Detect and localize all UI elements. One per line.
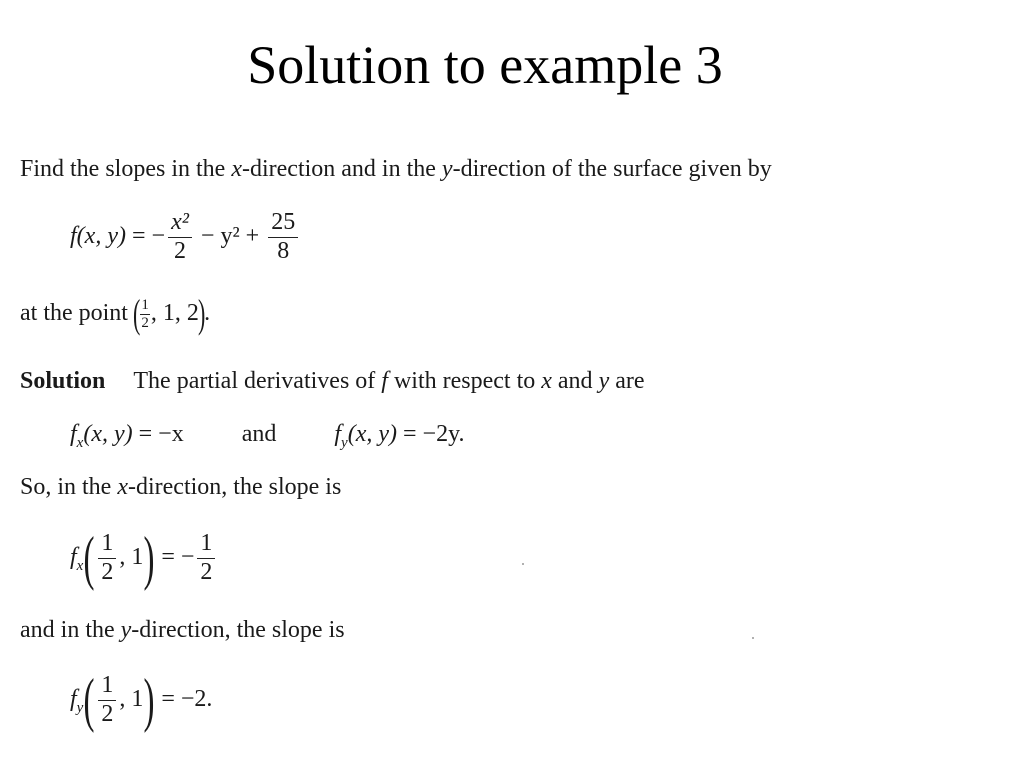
fy-args: (x, y) bbox=[347, 421, 398, 447]
fraction-x2-over-2 bbox=[168, 209, 192, 265]
minus-sign: − bbox=[151, 223, 166, 249]
equals-sign: = bbox=[131, 223, 146, 249]
fy-eval-rest: , 1 bbox=[119, 686, 144, 712]
point-coordinates: , 1, 2 bbox=[150, 300, 199, 326]
scan-speck bbox=[522, 563, 524, 565]
point-line bbox=[20, 290, 210, 336]
fraction-half bbox=[140, 297, 150, 333]
solution-text: and bbox=[551, 368, 599, 394]
var-x: x bbox=[541, 368, 552, 394]
left-paren: ( bbox=[83, 667, 95, 734]
period: . bbox=[204, 300, 211, 326]
and-word: and bbox=[241, 421, 277, 447]
fx-subscript: x bbox=[76, 434, 84, 451]
point-text: at the point bbox=[20, 300, 134, 326]
solution-text: The partial derivatives of bbox=[133, 368, 382, 394]
fy-subscript: y bbox=[341, 434, 348, 451]
fx-args: (x, y) bbox=[83, 421, 133, 447]
slide-title: Solution to example 3 bbox=[247, 35, 723, 95]
var-y: y bbox=[598, 368, 610, 394]
function-definition bbox=[70, 208, 301, 266]
fraction-numerator: 1 bbox=[140, 297, 150, 315]
fraction-numerator: 1 bbox=[98, 672, 116, 701]
var-y: y bbox=[441, 156, 453, 182]
problem-intro-text: -direction and in the bbox=[241, 156, 442, 182]
fx-symbol: f bbox=[70, 421, 77, 447]
fx-result: = −x bbox=[138, 421, 184, 447]
solution-label: Solution bbox=[20, 368, 106, 394]
fraction-half bbox=[98, 672, 116, 728]
fraction-denominator: 2 bbox=[141, 314, 149, 331]
var-x: x bbox=[231, 156, 242, 182]
fraction-denominator: 2 bbox=[101, 700, 114, 727]
left-paren: ( bbox=[132, 291, 141, 337]
fy-evaluation bbox=[70, 666, 212, 741]
right-paren: ) bbox=[143, 525, 155, 592]
right-paren: ) bbox=[197, 291, 206, 337]
solution-intro bbox=[20, 366, 645, 396]
solution-text: with respect to bbox=[387, 368, 542, 394]
fx-subscript: x bbox=[76, 557, 84, 574]
function-lhs: f(x, y) bbox=[70, 223, 126, 249]
var-f: f bbox=[381, 368, 388, 394]
x-direction-text-part: So, in the bbox=[20, 474, 118, 500]
var-y: y bbox=[120, 617, 132, 643]
fy-result: = −2y. bbox=[403, 421, 465, 447]
var-x: x bbox=[117, 474, 128, 500]
fx-eval-rest: , 1 bbox=[119, 544, 144, 570]
fraction-denominator: 2 bbox=[101, 558, 114, 585]
y-squared-term: − y² + bbox=[200, 223, 260, 249]
y-direction-text bbox=[20, 615, 345, 645]
solution-text: are bbox=[609, 368, 645, 394]
problem-intro-text: -direction of the surface given by bbox=[452, 156, 772, 182]
fraction-denominator: 2 bbox=[173, 237, 186, 264]
y-direction-text-part: and in the bbox=[20, 617, 121, 643]
fraction-half bbox=[98, 530, 116, 586]
left-paren: ( bbox=[83, 525, 95, 592]
scan-speck bbox=[752, 637, 754, 639]
x-direction-text-part: -direction, the slope is bbox=[128, 474, 342, 500]
fraction-numerator: 25 bbox=[268, 209, 298, 238]
fy-symbol: f bbox=[70, 686, 77, 712]
x-direction-text bbox=[20, 472, 341, 502]
fx-eval-equals: = − bbox=[161, 544, 195, 570]
partial-derivatives bbox=[70, 419, 465, 458]
fraction-result bbox=[197, 530, 215, 586]
fraction-numerator: x² bbox=[171, 209, 189, 236]
fraction-25-over-8 bbox=[268, 209, 298, 265]
fraction-numerator: 1 bbox=[197, 530, 215, 559]
fx-symbol: f bbox=[70, 544, 77, 570]
fraction-denominator: 2 bbox=[200, 558, 213, 585]
fraction-numerator: 1 bbox=[98, 530, 116, 559]
fy-subscript: y bbox=[76, 699, 84, 716]
fy-eval-result: = −2. bbox=[161, 686, 213, 712]
fx-evaluation bbox=[70, 524, 218, 599]
problem-intro bbox=[20, 154, 772, 184]
right-paren: ) bbox=[143, 667, 155, 734]
y-direction-text-part: -direction, the slope is bbox=[131, 617, 345, 643]
fy-symbol: f bbox=[334, 421, 342, 447]
fraction-denominator: 8 bbox=[277, 237, 290, 264]
problem-intro-text: Find the slopes in the bbox=[20, 156, 232, 182]
